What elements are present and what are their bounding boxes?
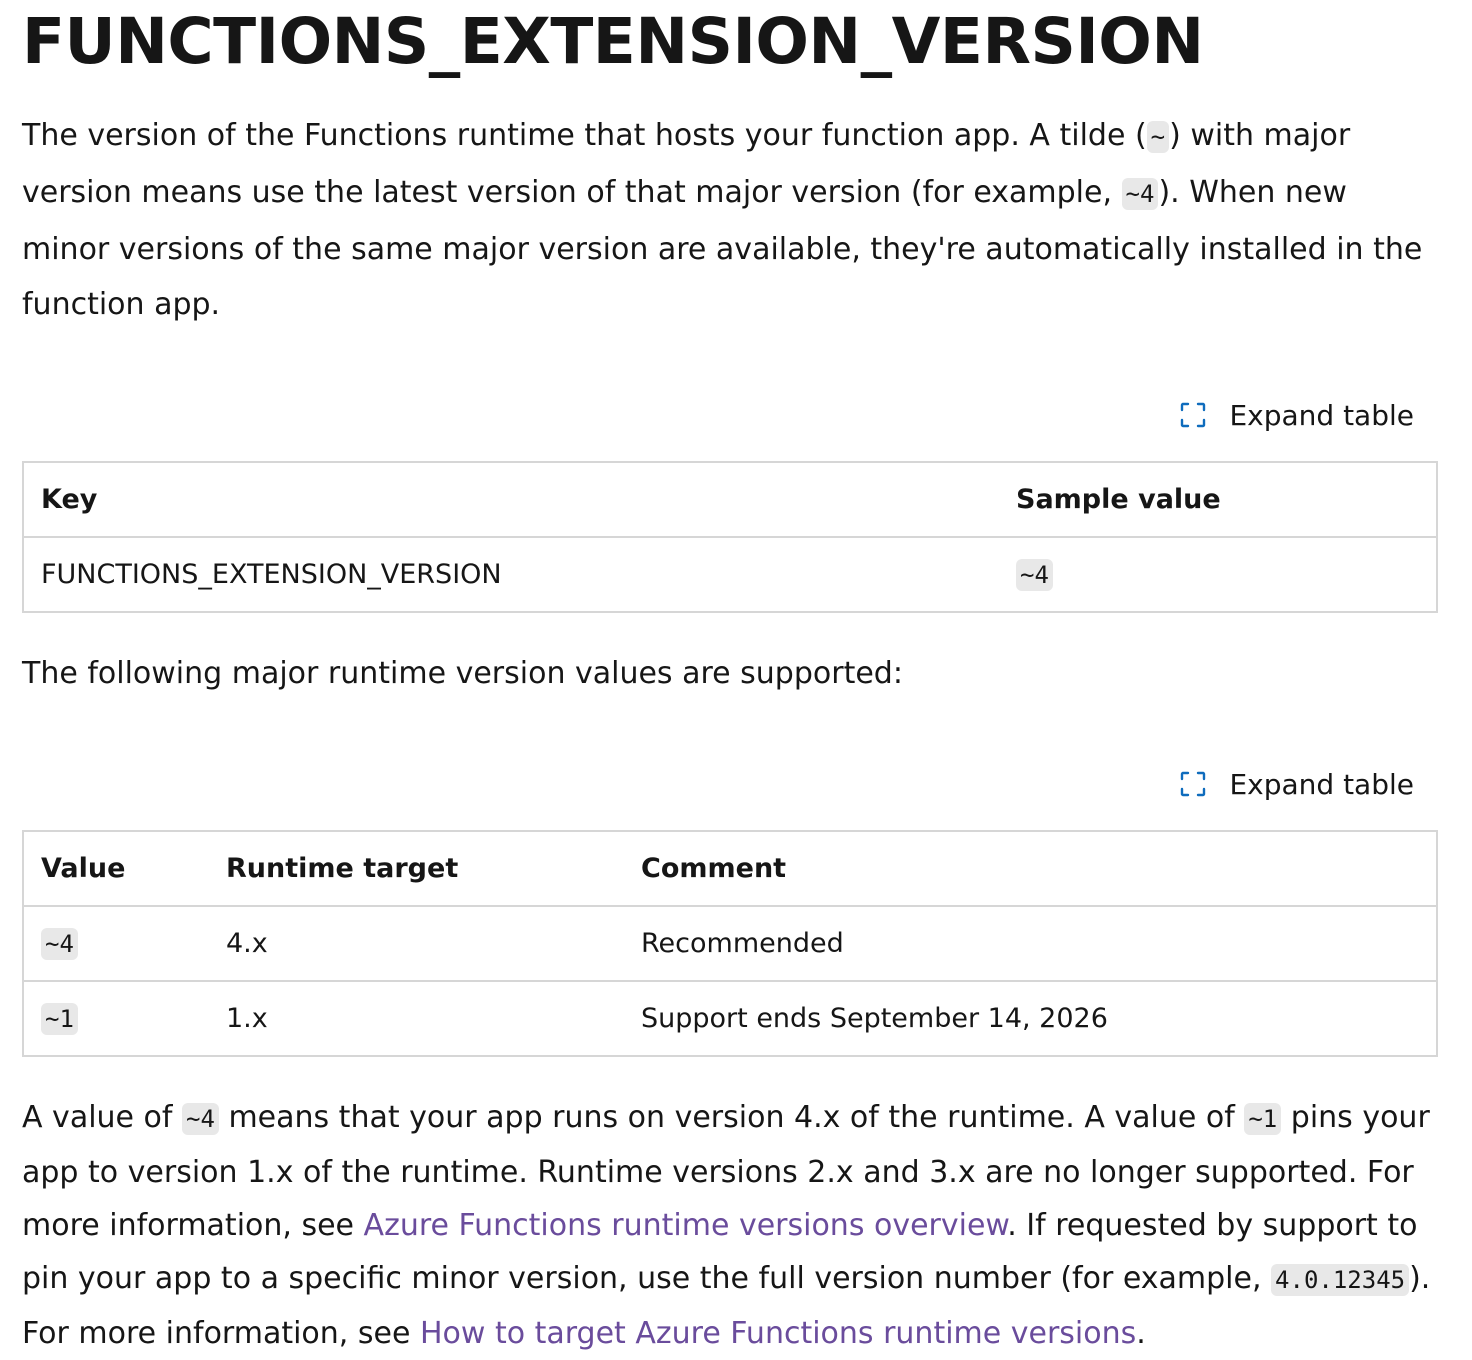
expand-icon	[1179, 770, 1207, 798]
versions-table	[22, 830, 1438, 1057]
closing-text-2: means that your app runs on version 4.x of the runtime. A value of	[218, 1100, 1245, 1135]
table-row	[23, 981, 1437, 1056]
header-key: Key	[23, 462, 999, 537]
sample-value-code: ~4	[1016, 559, 1053, 591]
runtime-target-cell: 1.x	[209, 981, 624, 1056]
runtime-target-cell: 4.x	[209, 906, 624, 981]
table-header-row	[23, 831, 1437, 906]
example-code: ~4	[1122, 178, 1159, 210]
tilde-code: ~	[1147, 121, 1169, 153]
value-code: ~1	[1244, 1103, 1281, 1135]
value-code: ~4	[182, 1103, 219, 1135]
intro-text-3: ). When new minor versions of the same major version are available, they're automatically installed in the function app.	[22, 175, 1423, 322]
closing-text-6: .	[1136, 1316, 1146, 1351]
runtime-versions-overview-link[interactable]: Azure Functions runtime versions overview	[363, 1208, 1008, 1243]
header-runtime-target: Runtime target	[209, 831, 624, 906]
value-cell	[23, 906, 209, 981]
header-comment: Comment	[624, 831, 1437, 906]
header-sample-value: Sample value	[999, 462, 1437, 537]
table-header-row	[23, 462, 1437, 537]
sample-value-cell	[999, 537, 1437, 612]
expand-row-1	[22, 395, 1438, 435]
article	[22, 0, 1438, 1360]
closing-text-5: ). For more information, see	[22, 1261, 1431, 1351]
expand-table-label: Expand table	[1229, 398, 1414, 432]
key-table	[22, 461, 1438, 613]
comment-cell: Support ends September 14, 2026	[624, 981, 1437, 1056]
closing-text-1: A value of	[22, 1100, 182, 1135]
intro-text-2: ) with major version means use the latest version of that major version (for example,	[22, 118, 1351, 210]
value-code: ~4	[41, 928, 78, 960]
value-cell	[23, 981, 209, 1056]
expand-table-button[interactable]	[1179, 399, 1414, 432]
value-code: ~1	[41, 1003, 78, 1035]
table-row	[23, 906, 1437, 981]
closing-text-3: pins your app to version 1.x of the runtime. Runtime versions 2.x and 3.x are no longer supported. For more information, see	[22, 1100, 1430, 1243]
full-version-code: 4.0.12345	[1271, 1264, 1409, 1296]
expand-row-2	[22, 764, 1438, 804]
comment-cell: Recommended	[624, 906, 1437, 981]
expand-table-button[interactable]	[1179, 768, 1414, 801]
expand-icon	[1179, 401, 1207, 429]
page-title: FUNCTIONS_EXTENSION_VERSION	[22, 5, 1204, 78]
expand-table-label: Expand table	[1229, 767, 1414, 801]
intro-text-1: The version of the Functions runtime that hosts your function app. A tilde (	[22, 118, 1147, 153]
closing-text-4: . If requested by support to pin your app to a specific minor version, use the full version number (for example,	[22, 1208, 1418, 1296]
header-value: Value	[23, 831, 209, 906]
intro-paragraph	[22, 108, 1438, 332]
supported-text: The following major runtime version values are supported:	[22, 656, 903, 691]
key-cell: FUNCTIONS_EXTENSION_VERSION	[23, 537, 999, 612]
closing-paragraph	[22, 1091, 1438, 1360]
target-runtime-versions-link[interactable]: How to target Azure Functions runtime versions	[419, 1316, 1137, 1351]
table-row	[23, 537, 1437, 612]
